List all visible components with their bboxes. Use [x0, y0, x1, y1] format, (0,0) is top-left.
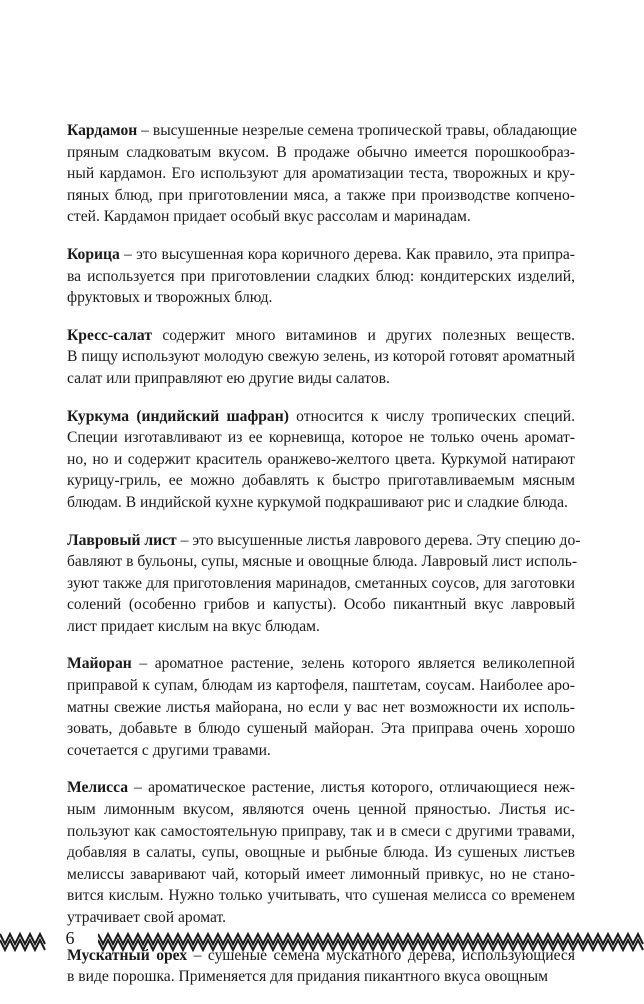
entry-text: – высушенные незрелые семена тропической травы, обладающие	[137, 122, 577, 139]
entry-paragraph	[67, 120, 575, 228]
entry-term: Корица	[67, 245, 120, 263]
text-line: пряным сладковатым вкусом. В продаже обычно имеется порошкообраз-	[67, 143, 575, 161]
text-line: мелиссы заваривают чай, который имеет лимонный привкус, но не стано-	[67, 865, 575, 883]
text-line: пяных блюд, при приготовлении мяса, а также при производстве копчено-	[67, 186, 575, 204]
text-line	[67, 244, 575, 266]
text-line: ва используется при приготовлении сладких блюд: кондитерских изделий,	[67, 267, 575, 285]
entry-term: Куркума (индийский шафран)	[67, 407, 289, 425]
entry-text: – это высушенная кора коричного дерева. Как правило, эта припра-	[119, 245, 575, 263]
text-line: лист придает кислым на вкус блюдам.	[67, 617, 320, 635]
entry-text: относится к числу тропических специй.	[288, 407, 575, 425]
text-line: ным лимонным вкусом, являются очень ценной пряностью. Листья ис-	[67, 801, 575, 819]
text-line: салат или приправляют ею другие виды салатов.	[67, 369, 390, 387]
text-line: пользуют как самостоятельную приправу, так и в смеси с другими травами,	[67, 822, 575, 840]
entry-paragraph	[67, 406, 575, 514]
text-line: блюдам. В индийской кухне куркумой подкрашивают рис и сладкие блюда.	[67, 493, 568, 511]
text-line: ный кардамон. Его используют для ароматизации теста, творожных и кру-	[67, 165, 575, 183]
entry-term: Кресс-салат	[67, 326, 152, 344]
page-number: 6	[65, 928, 75, 948]
text-line: в виде порошка. Применяется для придания пикантного вкуса овощным	[67, 968, 548, 986]
entry-term: Мелисса	[67, 779, 128, 797]
entry-text: содержит много витаминов и других полезных веществ.	[151, 326, 575, 344]
text-line: бавляют в бульоны, супы, мясные и овощные блюда. Лавровый лист исполь-	[67, 553, 578, 571]
text-line: утрачивает свой аромат.	[67, 909, 227, 926]
page-text	[67, 120, 581, 1004]
entry-text: – ароматное растение, зелень которого является великолепной	[131, 655, 575, 673]
entry-term: Кардамон	[67, 122, 138, 139]
text-line	[67, 653, 575, 675]
entry-text: – это высушенные листья лаврового дерева. Эту специю до-	[176, 531, 581, 549]
entry-paragraph	[67, 653, 575, 761]
entry-paragraph	[67, 530, 581, 638]
text-line	[67, 325, 575, 347]
text-line	[67, 406, 575, 428]
entry-term: Лавровый лист	[67, 531, 177, 549]
entry-paragraph	[67, 244, 575, 309]
page-footer	[0, 920, 644, 960]
text-line	[67, 777, 575, 799]
text-line: курицу-гриль, ее можно добавлять к быстро приготавливаемым мясным	[67, 472, 575, 490]
text-line: зовать, добавьте в блюдо сушеный майоран. Эта приправа очень хорошо	[67, 720, 575, 738]
text-line: но, но и содержит краситель оранжево-желтого цвета. Куркумой натирают	[67, 450, 575, 468]
text-line	[67, 120, 575, 142]
text-line: Специи изготавливают из ее корневища, которое не только очень аромат-	[67, 429, 575, 447]
text-line: сочетается с другими травами.	[67, 741, 271, 759]
text-line: добавляя в салаты, супы, овощные и рыбные блюда. Из сушеных листьев	[67, 844, 575, 862]
entry-paragraph	[67, 777, 575, 928]
entry-text: – ароматическое растение, листья которого, отличающиеся неж-	[128, 779, 575, 797]
entry-paragraph	[67, 325, 575, 390]
entry-text: – сушеные семена мускатного дерева, использующиеся	[187, 946, 575, 964]
entry-term: Майоран	[67, 655, 132, 673]
text-line: стей. Кардамон придает особый вкус рассолам и маринадам.	[67, 208, 471, 226]
text-line: солений (особенно грибов и капусты). Особо пикантный вкус лавровый	[67, 596, 575, 614]
text-line: вится кислым. Нужно только учитывать, что сушеная мелисса со временем	[67, 887, 575, 905]
text-line: В пищу используют молодую свежую зелень, из которой готовят ароматный	[67, 348, 575, 366]
text-line: приправой к супам, блюдам из картофеля, паштетам, соусам. Наиболее аро-	[67, 677, 575, 695]
ornament-border-left	[0, 920, 46, 960]
text-line: фруктовых и творожных блюд.	[67, 289, 273, 307]
text-line	[67, 530, 581, 552]
text-line: матны свежие листья майорана, но если у вас нет возможности их исполь-	[67, 698, 575, 716]
ornament-border-right	[98, 920, 644, 960]
text-line: зуют также для приготовления маринадов, сметанных соусов, для заготовки	[67, 574, 575, 592]
entry-term: Мускатный орех	[67, 946, 188, 964]
